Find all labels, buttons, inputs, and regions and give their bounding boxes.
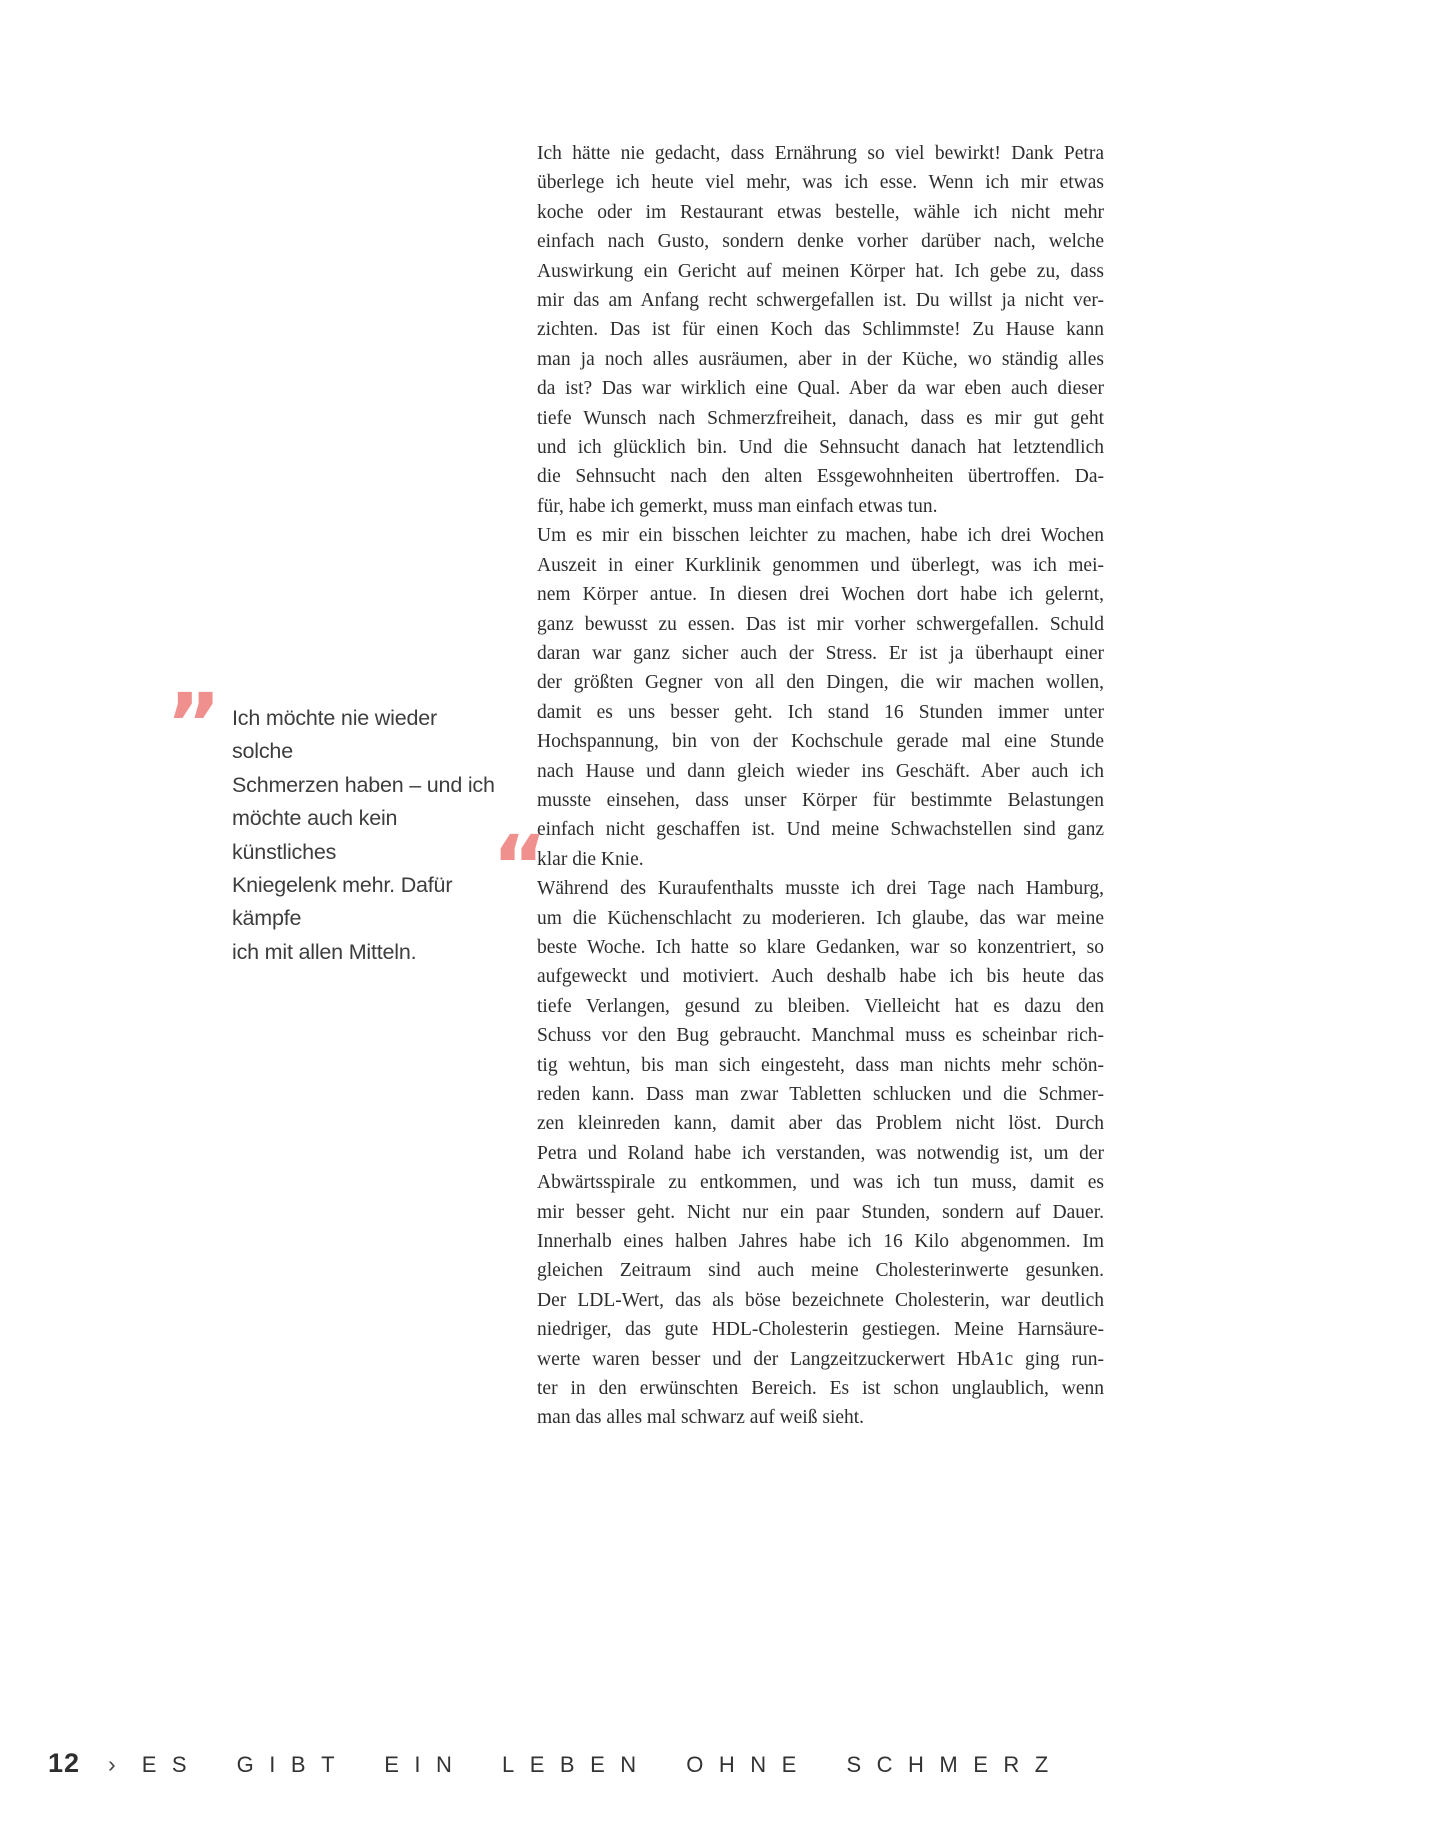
pull-quote-line: möchte auch kein künstliches bbox=[232, 806, 398, 864]
chevron-right-icon: › bbox=[108, 1751, 116, 1777]
body-line: ganz bewusst zu essen. Das ist mir vorher schwergefallen. Schuld bbox=[537, 613, 1104, 635]
body-line: Ich hätte nie gedacht, dass Ernährung so viel bewirkt! Dank Petra bbox=[537, 143, 1104, 164]
body-line: damit es uns besser geht. Ich stand 16 Stunden immer unter bbox=[537, 701, 1104, 723]
body-line: man das alles mal schwarz auf weiß sieht. bbox=[537, 1407, 865, 1429]
body-line: beste Woche. Ich hatte so klare Gedanken, war so konzentriert, so bbox=[537, 936, 1104, 958]
body-line: die Sehnsucht nach den alten Essgewohnheiten übertroffen. Da- bbox=[537, 466, 1104, 488]
body-line: einfach nicht geschaffen ist. Und meine Schwachstellen sind ganz bbox=[537, 819, 1104, 841]
body-line: ter in den erwünschten Bereich. Es ist schon unglaublich, wenn bbox=[537, 1378, 1104, 1400]
body-line: Auswirkung ein Gericht auf meinen Körper hat. Ich gebe zu, dass bbox=[537, 260, 1104, 282]
body-line: nach Hause und dann gleich wieder ins Geschäft. Aber auch ich bbox=[537, 760, 1104, 782]
body-line: Abwärtsspirale zu entkommen, und was ich tun muss, damit es bbox=[537, 1172, 1104, 1194]
opening-quote-icon: ” bbox=[166, 675, 222, 773]
body-line: reden kann. Dass man zwar Tabletten schlucken und die Schmer- bbox=[537, 1084, 1104, 1105]
body-line: und ich glücklich bin. Und die Sehnsucht danach hat letztendlich bbox=[537, 437, 1104, 459]
body-line: mir besser geht. Nicht nur ein paar Stunden, sondern auf Dauer. bbox=[537, 1201, 1104, 1223]
body-line: tiefe Wunsch nach Schmerzfreiheit, danach, dass es mir gut geht bbox=[537, 407, 1104, 429]
body-line: nem Körper antue. In diesen drei Wochen dort habe ich gelernt, bbox=[537, 584, 1104, 606]
body-line: musste einsehen, dass unser Körper für bestimmte Belastungen bbox=[537, 789, 1104, 811]
body-line: Auszeit in einer Kurklinik genommen und überlegt, was ich mei- bbox=[537, 554, 1104, 576]
body-line: überlege ich heute viel mehr, was ich esse. Wenn ich mir etwas bbox=[537, 172, 1104, 194]
body-line: für, habe ich gemerkt, muss man einfach etwas tun. bbox=[537, 495, 938, 517]
pull-quote-text bbox=[232, 702, 500, 969]
body-line: werte waren besser und der Langzeitzuckerwert HbA1c ging run- bbox=[537, 1348, 1104, 1370]
body-line: daran war ganz sicher auch der Stress. Er ist ja überhaupt einer bbox=[537, 642, 1104, 664]
body-line: zichten. Das ist für einen Koch das Schlimmste! Zu Hause kann bbox=[537, 319, 1104, 341]
body-line: gleichen Zeitraum sind auch meine Cholesterinwerte gesunken. bbox=[537, 1260, 1104, 1282]
body-line: Innerhalb eines halben Jahres habe ich 16 Kilo abgenommen. Im bbox=[537, 1231, 1104, 1253]
body-line: niedriger, das gute HDL-Cholesterin gestiegen. Meine Harnsäure- bbox=[537, 1319, 1104, 1341]
body-line: tig wehtun, bis man sich eingesteht, dass man nichts mehr schön- bbox=[537, 1054, 1104, 1076]
body-line: um die Küchenschlacht zu moderieren. Ich glaube, das war meine bbox=[537, 907, 1104, 929]
body-line: mir das am Anfang recht schwergefallen ist. Du willst ja nicht ver- bbox=[537, 290, 1104, 312]
body-text-column bbox=[537, 139, 1104, 1433]
body-line: da ist? Das war wirklich eine Qual. Aber da war eben auch dieser bbox=[537, 378, 1104, 400]
page-footer bbox=[48, 1748, 1064, 1779]
body-line: Schuss vor den Bug gebraucht. Manchmal muss es scheinbar rich- bbox=[537, 1025, 1104, 1047]
body-paragraph bbox=[537, 139, 1104, 521]
body-line: Während des Kuraufenthalts musste ich drei Tage nach Hamburg, bbox=[537, 878, 1104, 900]
pull-quote-line: Schmerzen haben – und ich bbox=[232, 772, 495, 797]
body-paragraph bbox=[537, 874, 1104, 1433]
body-line: tiefe Verlangen, gesund zu bleiben. Vielleicht hat es dazu den bbox=[537, 995, 1104, 1017]
body-line: zen kleinreden kann, damit aber das Problem nicht löst. Durch bbox=[537, 1113, 1104, 1135]
body-line: Der LDL-Wert, das als böse bezeichnete Cholesterin, war deutlich bbox=[537, 1289, 1104, 1311]
chapter-title: ES GIBT EIN LEBEN OHNE SCHMERZ bbox=[141, 1752, 1064, 1777]
body-line: einfach nach Gusto, sondern denke vorher darüber nach, welche bbox=[537, 231, 1104, 253]
body-line: Hochspannung, bin von der Kochschule gerade mal eine Stunde bbox=[537, 731, 1104, 753]
body-line: Petra und Roland habe ich verstanden, was notwendig ist, um der bbox=[537, 1142, 1104, 1164]
pull-quote-line: ich mit allen Mitteln. bbox=[232, 939, 417, 964]
body-line: koche oder im Restaurant etwas bestelle, wähle ich nicht mehr bbox=[537, 201, 1104, 223]
body-paragraph bbox=[537, 521, 1104, 874]
closing-quote-icon: “ bbox=[492, 817, 548, 915]
page-number: 12 bbox=[48, 1748, 81, 1778]
pull-quote-line: Kniegelenk mehr. Dafür kämpfe bbox=[232, 873, 453, 931]
pull-quote bbox=[166, 675, 560, 969]
body-line: der größten Gegner von all den Dingen, die wir machen wollen, bbox=[537, 672, 1104, 694]
body-line: man ja noch alles ausräumen, aber in der Küche, wo ständig alles bbox=[537, 348, 1104, 370]
pull-quote-line: Ich möchte nie wieder solche bbox=[232, 706, 437, 764]
body-line: aufgeweckt und motiviert. Auch deshalb habe ich bis heute das bbox=[537, 966, 1104, 988]
body-line: Um es mir ein bisschen leichter zu machen, habe ich drei Wochen bbox=[537, 525, 1104, 547]
body-line: klar die Knie. bbox=[537, 848, 644, 870]
